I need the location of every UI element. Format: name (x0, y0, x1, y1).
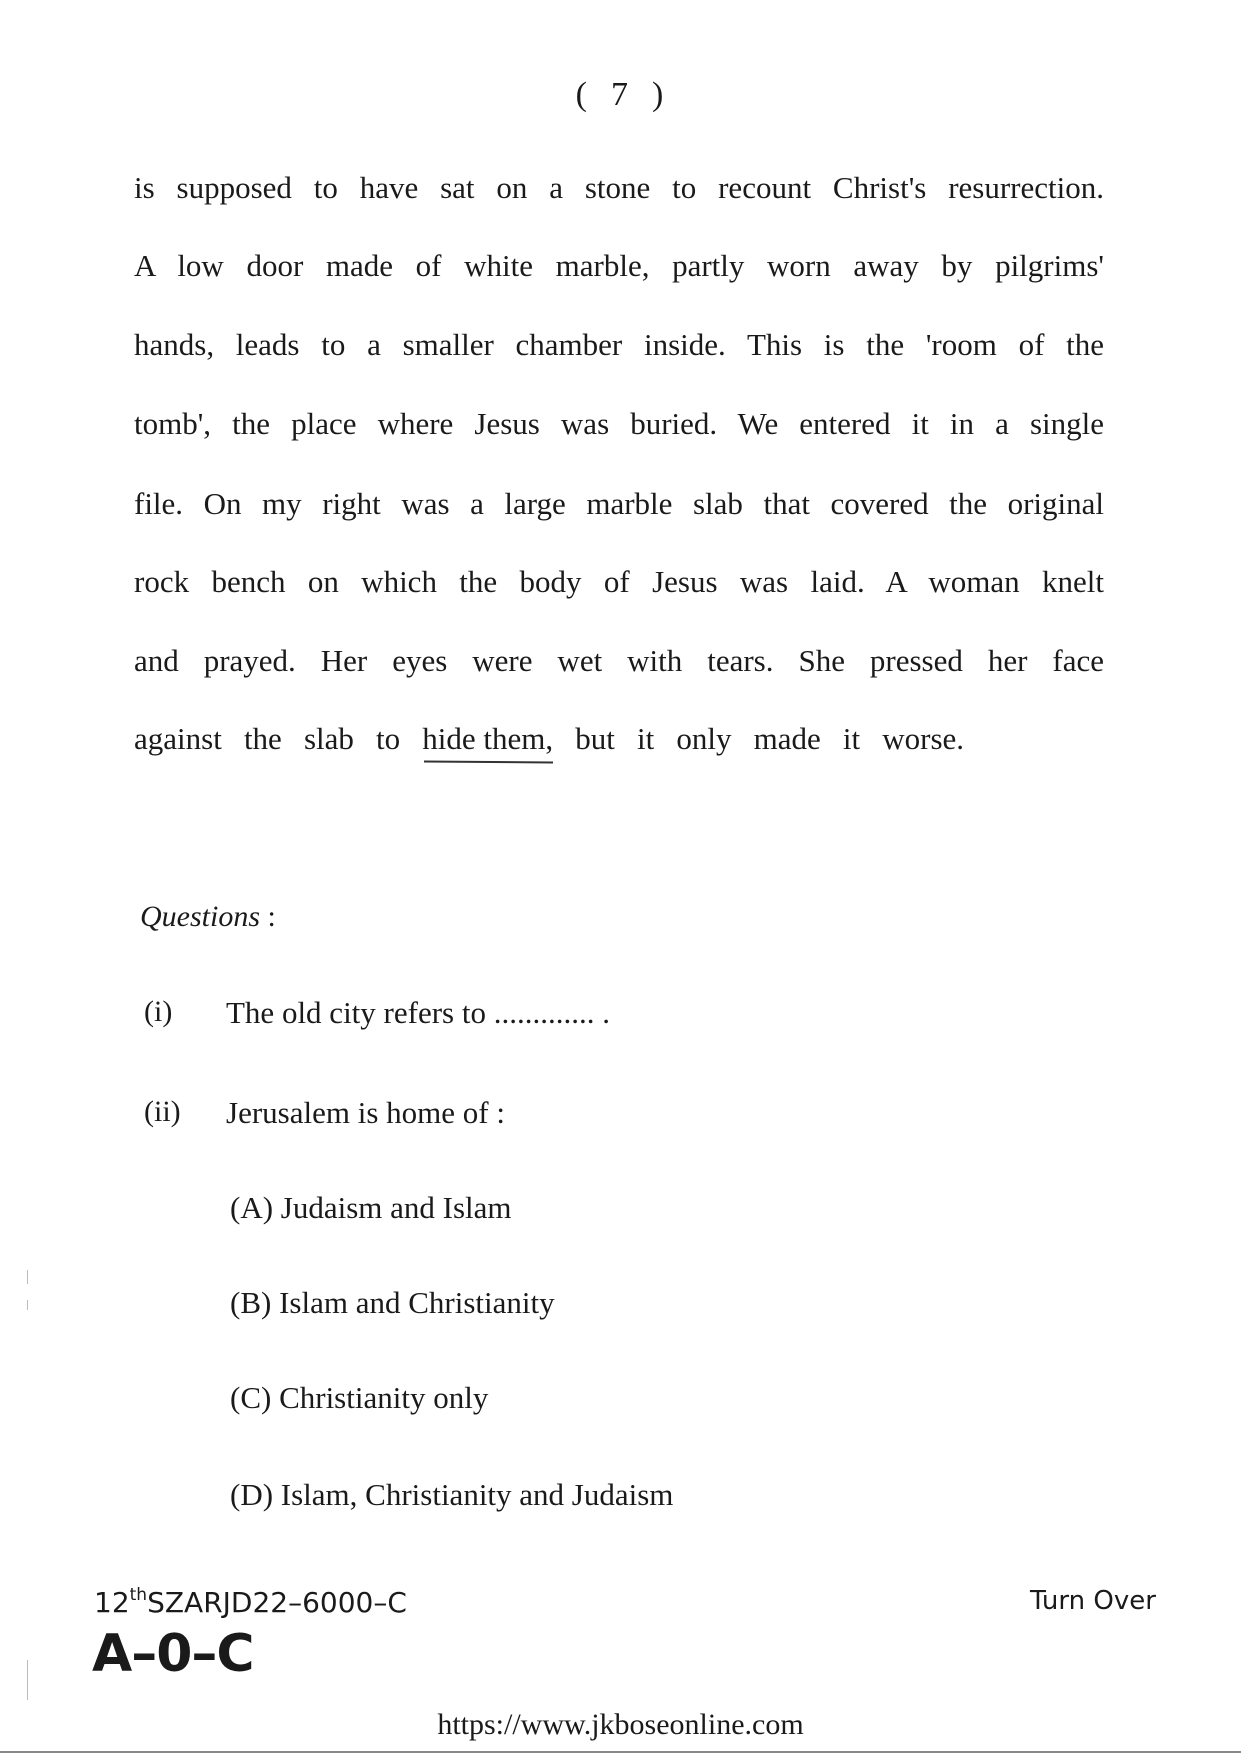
answer-option-c: (C) Christianity only (230, 1380, 489, 1415)
page-number-value: 7 (611, 76, 630, 113)
passage-text: but it only made it worse. (575, 721, 965, 756)
question-text: The old city refers to ............. . (226, 995, 610, 1030)
question-number: (i) (144, 995, 173, 1028)
answer-option-d: (D) Islam, Christianity and Judaism (230, 1477, 674, 1512)
underlined-phrase: hide them, (422, 719, 553, 759)
passage-line: tomb', the place where Jesus was buried. We entered it in a single (134, 406, 1104, 441)
paper-code (94, 1585, 407, 1619)
scan-mark (27, 1270, 28, 1284)
paper-code-prefix: 12 (94, 1586, 130, 1619)
passage-text: against the slab to (134, 721, 401, 756)
questions-heading-label: Questions (140, 900, 260, 933)
answer-option-b: (B) Islam and Christianity (230, 1285, 555, 1320)
passage-line: and prayed. Her eyes were wet with tears. She pressed her face (134, 643, 1104, 678)
question-text: Jerusalem is home of : (226, 1095, 505, 1130)
scan-mark (27, 1660, 28, 1700)
set-code: A–0–C (92, 1624, 254, 1684)
passage-line: rock bench on which the body of Jesus was laid. A woman knelt (134, 564, 1104, 599)
turn-over-label: Turn Over (1030, 1586, 1156, 1616)
scan-mark (27, 1300, 28, 1310)
questions-heading (140, 900, 276, 934)
passage-line: file. On my right was a large marble slab that covered the original (134, 486, 1104, 521)
source-url: https://www.jkboseonline.com (437, 1708, 804, 1741)
paper-code-suffix: SZARJD22–6000–C (147, 1586, 407, 1619)
paper-code-sup: th (129, 1585, 148, 1605)
passage-last-line (134, 719, 964, 759)
question-number: (ii) (144, 1095, 181, 1128)
passage-line: hands, leads to a smaller chamber inside. This is the 'room of the (134, 327, 1104, 362)
passage-line: A low door made of white marble, partly worn away by pilgrims' (134, 248, 1104, 283)
questions-heading-colon: : (267, 900, 276, 933)
passage-line: is supposed to have sat on a stone to recount Christ's resurrection. (134, 170, 1104, 205)
answer-option-a: (A) Judaism and Islam (230, 1190, 512, 1225)
page-number: ( 7 ) (575, 76, 666, 113)
footer-rule (0, 1751, 1241, 1753)
